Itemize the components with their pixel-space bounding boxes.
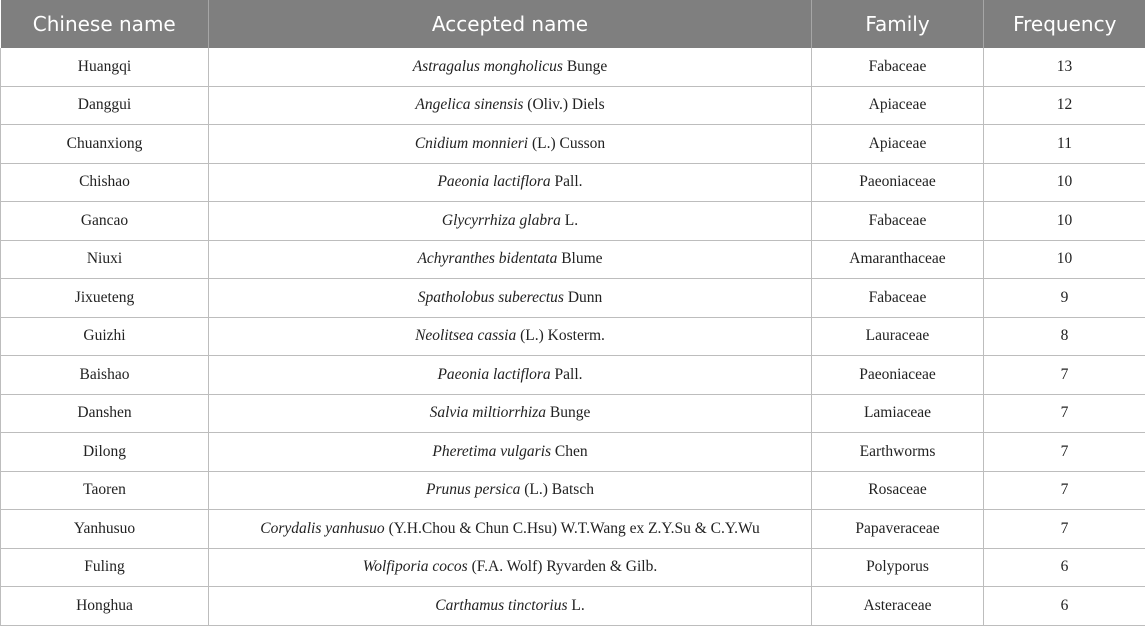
cell-accepted-name <box>209 279 812 318</box>
species-authority: (Y.H.Chou & Chun C.Hsu) W.T.Wang ex Z.Y.Su & C.Y.Wu <box>384 519 760 537</box>
cell-family: Asteraceae <box>812 587 984 626</box>
cell-chinese-name: Baishao <box>1 356 209 395</box>
species-name: Cnidium monnieri <box>414 134 529 152</box>
cell-family: Earthworms <box>812 433 984 472</box>
cell-accepted-name <box>209 510 812 549</box>
cell-accepted-name <box>209 240 812 279</box>
cell-frequency: 8 <box>984 317 1145 356</box>
species-name: Astragalus mongholicus <box>412 57 563 75</box>
cell-family: Paeoniaceae <box>812 356 984 395</box>
species-name: Wolfiporia cocos <box>362 558 468 576</box>
table-row <box>1 125 1145 164</box>
cell-family: Lauraceae <box>812 317 984 356</box>
table-row <box>1 279 1145 318</box>
cell-family: Fabaceae <box>812 202 984 241</box>
cell-accepted-name <box>209 125 812 164</box>
cell-accepted-name <box>209 587 812 626</box>
species-name: Pheretima vulgaris <box>432 442 552 460</box>
cell-frequency: 10 <box>984 202 1145 241</box>
table-row <box>1 433 1145 472</box>
cell-frequency: 7 <box>984 356 1145 395</box>
cell-chinese-name: Jixueteng <box>1 279 209 318</box>
cell-accepted-name <box>209 317 812 356</box>
cell-chinese-name: Gancao <box>1 202 209 241</box>
cell-family: Amaranthaceae <box>812 240 984 279</box>
species-name: Paeonia lactiflora <box>437 365 551 383</box>
cell-accepted-name <box>209 163 812 202</box>
cell-chinese-name: Danshen <box>1 394 209 433</box>
cell-chinese-name: Yanhusuo <box>1 510 209 549</box>
table-body <box>1 48 1145 625</box>
table-row <box>1 587 1145 626</box>
table-row <box>1 202 1145 241</box>
cell-accepted-name <box>209 394 812 433</box>
cell-frequency: 9 <box>984 279 1145 318</box>
species-authority: (F.A. Wolf) Ryvarden & Gilb. <box>467 558 658 576</box>
species-name: Carthamus tinctorius <box>435 596 568 614</box>
cell-family: Rosaceae <box>812 471 984 510</box>
species-authority: Pall. <box>550 365 583 383</box>
cell-frequency: 6 <box>984 587 1145 626</box>
species-authority: Bunge <box>562 57 608 75</box>
cell-accepted-name <box>209 356 812 395</box>
cell-frequency: 10 <box>984 163 1145 202</box>
table-row <box>1 317 1145 356</box>
cell-frequency: 10 <box>984 240 1145 279</box>
species-authority: L. <box>567 596 585 614</box>
species-authority: Bunge <box>546 404 591 422</box>
cell-chinese-name: Dilong <box>1 433 209 472</box>
table-row <box>1 510 1145 549</box>
species-authority: Dunn <box>563 288 603 306</box>
cell-frequency: 7 <box>984 471 1145 510</box>
cell-family: Fabaceae <box>812 279 984 318</box>
cell-chinese-name: Chishao <box>1 163 209 202</box>
species-name: Paeonia lactiflora <box>437 173 551 191</box>
cell-frequency: 7 <box>984 433 1145 472</box>
species-authority: Pall. <box>550 173 583 191</box>
header-frequency: Frequency <box>984 0 1145 48</box>
species-authority: (Oliv.) Diels <box>523 96 605 114</box>
table-row <box>1 163 1145 202</box>
cell-accepted-name <box>209 202 812 241</box>
species-name: Glycyrrhiza glabra <box>441 211 561 229</box>
table-row <box>1 48 1145 86</box>
cell-chinese-name: Niuxi <box>1 240 209 279</box>
species-name: Salvia miltiorrhiza <box>429 404 547 422</box>
cell-frequency: 7 <box>984 394 1145 433</box>
cell-family: Paeoniaceae <box>812 163 984 202</box>
species-name: Neolitsea cassia <box>415 327 517 345</box>
species-name: Corydalis yanhusuo <box>260 519 385 537</box>
cell-frequency: 7 <box>984 510 1145 549</box>
cell-accepted-name <box>209 548 812 587</box>
cell-frequency: 13 <box>984 48 1145 86</box>
species-authority: L. <box>560 211 579 229</box>
table-row <box>1 86 1145 125</box>
header-row <box>1 0 1145 48</box>
cell-family: Polyporus <box>812 548 984 587</box>
cell-chinese-name: Danggui <box>1 86 209 125</box>
cell-accepted-name <box>209 86 812 125</box>
species-authority: (L.) Cusson <box>528 134 606 152</box>
cell-accepted-name <box>209 48 812 86</box>
cell-chinese-name: Chuanxiong <box>1 125 209 164</box>
table-row <box>1 548 1145 587</box>
table-row <box>1 240 1145 279</box>
species-authority: Blume <box>557 250 603 268</box>
cell-family: Apiaceae <box>812 86 984 125</box>
cell-frequency: 11 <box>984 125 1145 164</box>
cell-chinese-name: Guizhi <box>1 317 209 356</box>
table-row <box>1 394 1145 433</box>
cell-accepted-name <box>209 433 812 472</box>
species-name: Angelica sinensis <box>415 96 524 114</box>
cell-family: Papaveraceae <box>812 510 984 549</box>
species-authority: (L.) Batsch <box>520 481 594 499</box>
cell-family: Fabaceae <box>812 48 984 86</box>
species-name: Achyranthes bidentata <box>417 250 558 268</box>
species-authority: (L.) Kosterm. <box>516 327 605 345</box>
cell-family: Apiaceae <box>812 125 984 164</box>
table-row <box>1 356 1145 395</box>
species-name: Prunus persica <box>426 481 521 499</box>
species-authority: Chen <box>551 442 588 460</box>
cell-frequency: 12 <box>984 86 1145 125</box>
header-chinese-name: Chinese name <box>1 0 209 48</box>
header-accepted-name: Accepted name <box>209 0 812 48</box>
cell-chinese-name: Fuling <box>1 548 209 587</box>
table-row <box>1 471 1145 510</box>
cell-family: Lamiaceae <box>812 394 984 433</box>
cell-chinese-name: Huangqi <box>1 48 209 86</box>
cell-accepted-name <box>209 471 812 510</box>
species-name: Spatholobus suberectus <box>417 288 564 306</box>
cell-frequency: 6 <box>984 548 1145 587</box>
cell-chinese-name: Honghua <box>1 587 209 626</box>
header-family: Family <box>812 0 984 48</box>
cell-chinese-name: Taoren <box>1 471 209 510</box>
table-header <box>1 0 1145 48</box>
